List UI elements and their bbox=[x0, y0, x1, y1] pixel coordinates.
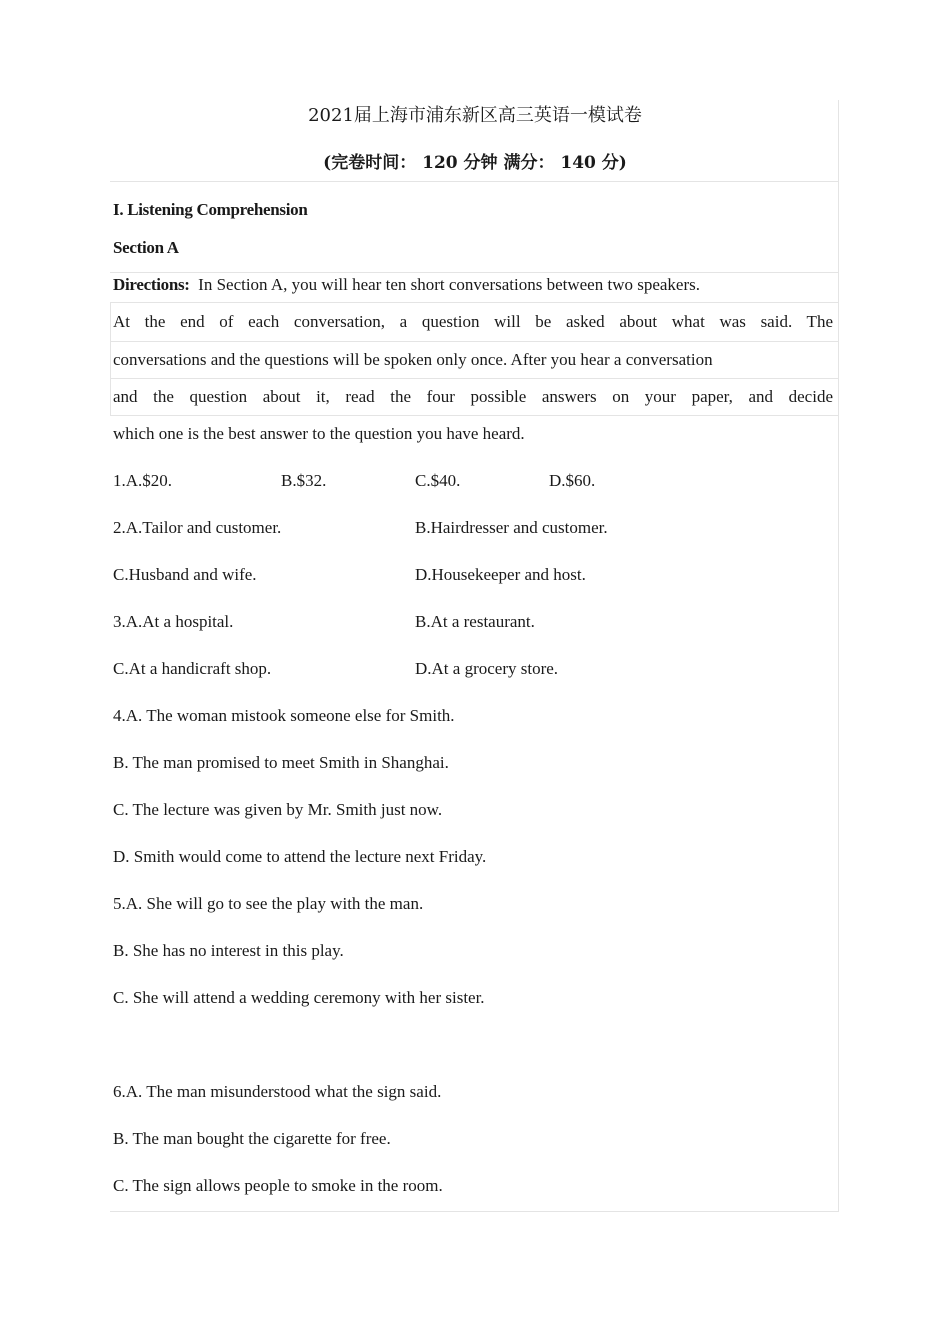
directions-line-4 bbox=[113, 385, 833, 409]
q5-option-a: 5.A. She will go to see the play with the man. bbox=[113, 894, 424, 913]
q6-option-c: C. The sign allows people to smoke in the room. bbox=[113, 1176, 443, 1195]
part-heading: I. Listening Comprehension bbox=[113, 200, 308, 219]
frame-line-bottom bbox=[110, 1211, 839, 1212]
directions-text-4: and the question about it, read the four possible answers on your paper, and decide bbox=[113, 387, 833, 406]
q5-option-c: C. She will attend a wedding ceremony with her sister. bbox=[113, 988, 485, 1007]
directions-text-2: At the end of each conversation, a question will be asked about what was said. The bbox=[113, 312, 833, 331]
q4-option-b: B. The man promised to meet Smith in Shanghai. bbox=[113, 753, 449, 772]
q1-option-c: C.$40. bbox=[415, 471, 461, 490]
directions-line-5 bbox=[113, 422, 525, 446]
frame-line-header-bottom bbox=[110, 181, 839, 182]
directions-label: Directions: bbox=[113, 275, 190, 294]
frame-line-dir1-bottom bbox=[110, 302, 839, 303]
q2-option-d: D.Housekeeper and host. bbox=[415, 565, 586, 584]
q3-option-a: 3.A.At a hospital. bbox=[113, 612, 234, 631]
q6-option-a: 6.A. The man misunderstood what the sign said. bbox=[113, 1082, 442, 1101]
q3-option-c: C.At a handicraft shop. bbox=[113, 659, 272, 678]
directions-line-3 bbox=[113, 348, 713, 372]
q5-option-b: B. She has no interest in this play. bbox=[113, 941, 344, 960]
exam-title: 2021届上海市浦东新区高三英语一模试卷 bbox=[308, 105, 642, 126]
directions-line-2 bbox=[113, 310, 833, 334]
directions-text-1: In Section A, you will hear ten short conversations between two speakers. bbox=[198, 275, 701, 294]
q1-option-b: B.$32. bbox=[281, 471, 327, 490]
q4-option-d: D. Smith would come to attend the lecture next Friday. bbox=[113, 847, 487, 866]
q3-option-b: B.At a restaurant. bbox=[415, 612, 535, 631]
directions-line-1 bbox=[113, 273, 700, 297]
q2-option-a: 2.A.Tailor and customer. bbox=[113, 518, 282, 537]
q6-option-b: B. The man bought the cigarette for free. bbox=[113, 1129, 391, 1148]
q2-option-c: C.Husband and wife. bbox=[113, 565, 257, 584]
q4-option-c: C. The lecture was given by Mr. Smith just now. bbox=[113, 800, 443, 819]
section-heading: Section A bbox=[113, 238, 179, 257]
q4-option-a: 4.A. The woman mistook someone else for Smith. bbox=[113, 706, 455, 725]
q3-option-d: D.At a grocery store. bbox=[415, 659, 559, 678]
frame-line-dir2-bottom bbox=[110, 341, 839, 342]
q1-option-d: D.$60. bbox=[549, 471, 596, 490]
q2-option-b: B.Hairdresser and customer. bbox=[415, 518, 608, 537]
directions-text-3: conversations and the questions will be spoken only once. After you hear a conversation bbox=[113, 350, 713, 369]
exam-subtitle: (完卷时间： 120 分钟 满分： 140 分) bbox=[323, 153, 627, 173]
q1-option-a: 1.A.$20. bbox=[113, 471, 173, 490]
frame-line-left-dir bbox=[110, 302, 111, 416]
directions-text-5: which one is the best answer to the question you have heard. bbox=[113, 424, 525, 443]
frame-line-top bbox=[838, 100, 839, 1212]
frame-line-dir4-bottom bbox=[110, 415, 839, 416]
frame-line-dir3-bottom bbox=[110, 378, 839, 379]
